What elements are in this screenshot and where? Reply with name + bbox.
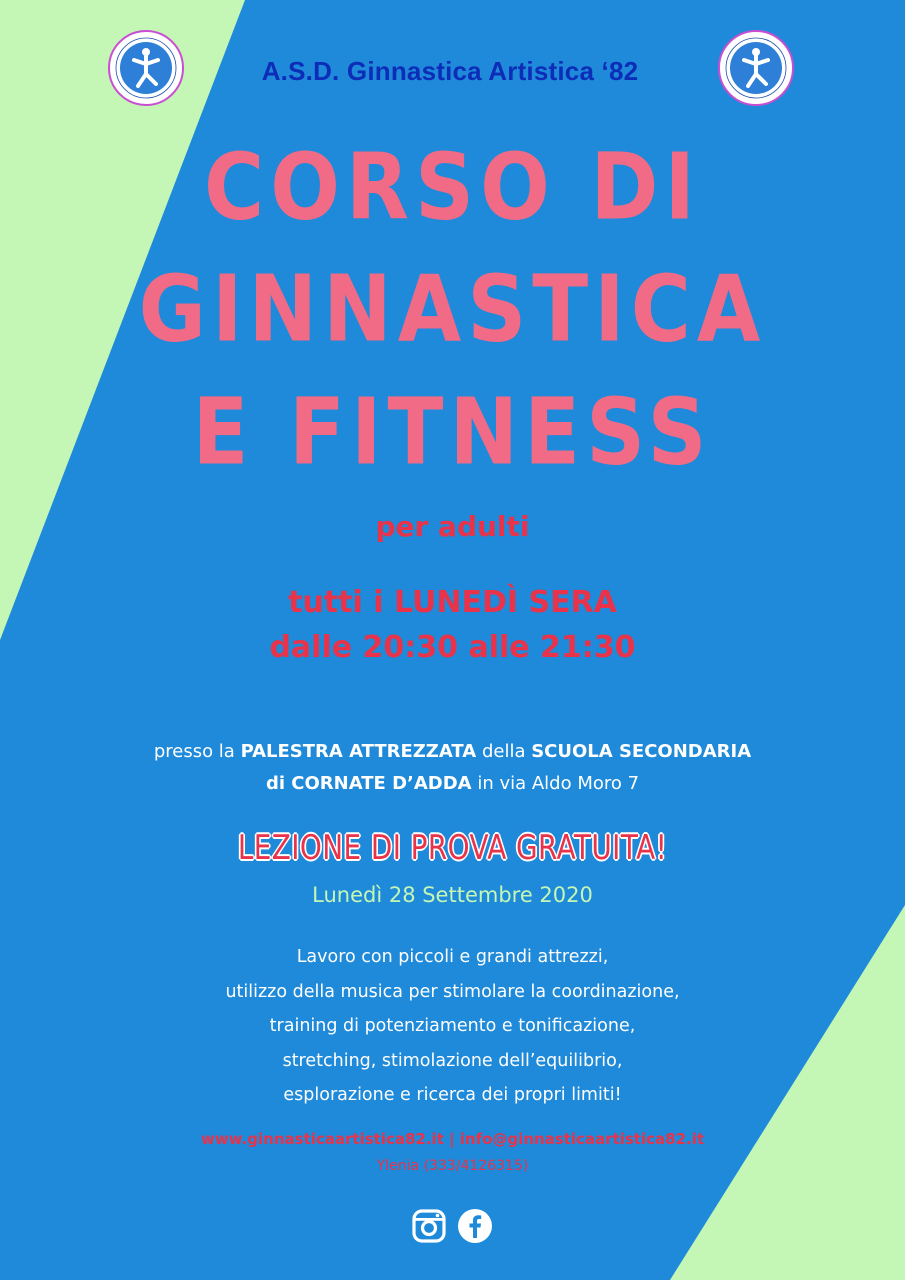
venue-text-1: presso la <box>153 741 241 762</box>
facebook-icon[interactable] <box>457 1208 493 1244</box>
venue-address: in via Aldo Moro 7 <box>471 773 640 794</box>
description-line: Lavoro con piccoli e grandi attrezzi, <box>296 947 609 967</box>
description-line: utilizzo della musica per stimolare la coordinazione, <box>225 981 680 1002</box>
venue-school: SCUOLA SECONDARIA <box>531 741 752 762</box>
description-line: stretching, stimolazione dell’equilibrio, <box>282 1050 623 1071</box>
venue-line-2 <box>0 768 905 800</box>
club-logo-right <box>718 30 794 106</box>
venue-text-2: della <box>476 741 532 762</box>
venue-town: di CORNATE D’ADDA <box>265 773 472 794</box>
headline-line-3: E FITNESS <box>192 379 713 486</box>
trial-lesson-date: Lunedì 28 Settembre 2020 <box>312 883 593 907</box>
course-description <box>0 940 905 1113</box>
schedule-day: tutti i LUNEDÌ SERA <box>288 585 617 620</box>
description-line: training di potenziamento e tonificazione, <box>269 1016 636 1036</box>
instagram-icon[interactable] <box>411 1208 447 1244</box>
venue-line-1 <box>0 736 905 768</box>
venue-gym: PALESTRA ATTREZZATA <box>240 741 477 762</box>
headline-line-1: CORSO DI <box>204 134 701 241</box>
audience-label: per adulti <box>375 510 530 543</box>
club-logo-left <box>108 30 184 106</box>
contact-links[interactable]: www.ginnasticaartistica82.it | info@ginnasticaartistica82.it <box>200 1130 705 1148</box>
trial-lesson-title: LEZIONE DI PROVA GRATUITA! <box>237 828 668 868</box>
description-line: esplorazione e ricerca dei propri limiti! <box>283 1085 622 1105</box>
contact-phone: Ylenia (333/4126315) <box>376 1158 529 1174</box>
schedule-time: dalle 20:30 alle 21:30 <box>269 630 636 665</box>
org-title: A.S.D. Ginnastica Artistica ‘82 <box>261 56 639 86</box>
headline-line-2: GINNASTICA <box>138 256 767 363</box>
